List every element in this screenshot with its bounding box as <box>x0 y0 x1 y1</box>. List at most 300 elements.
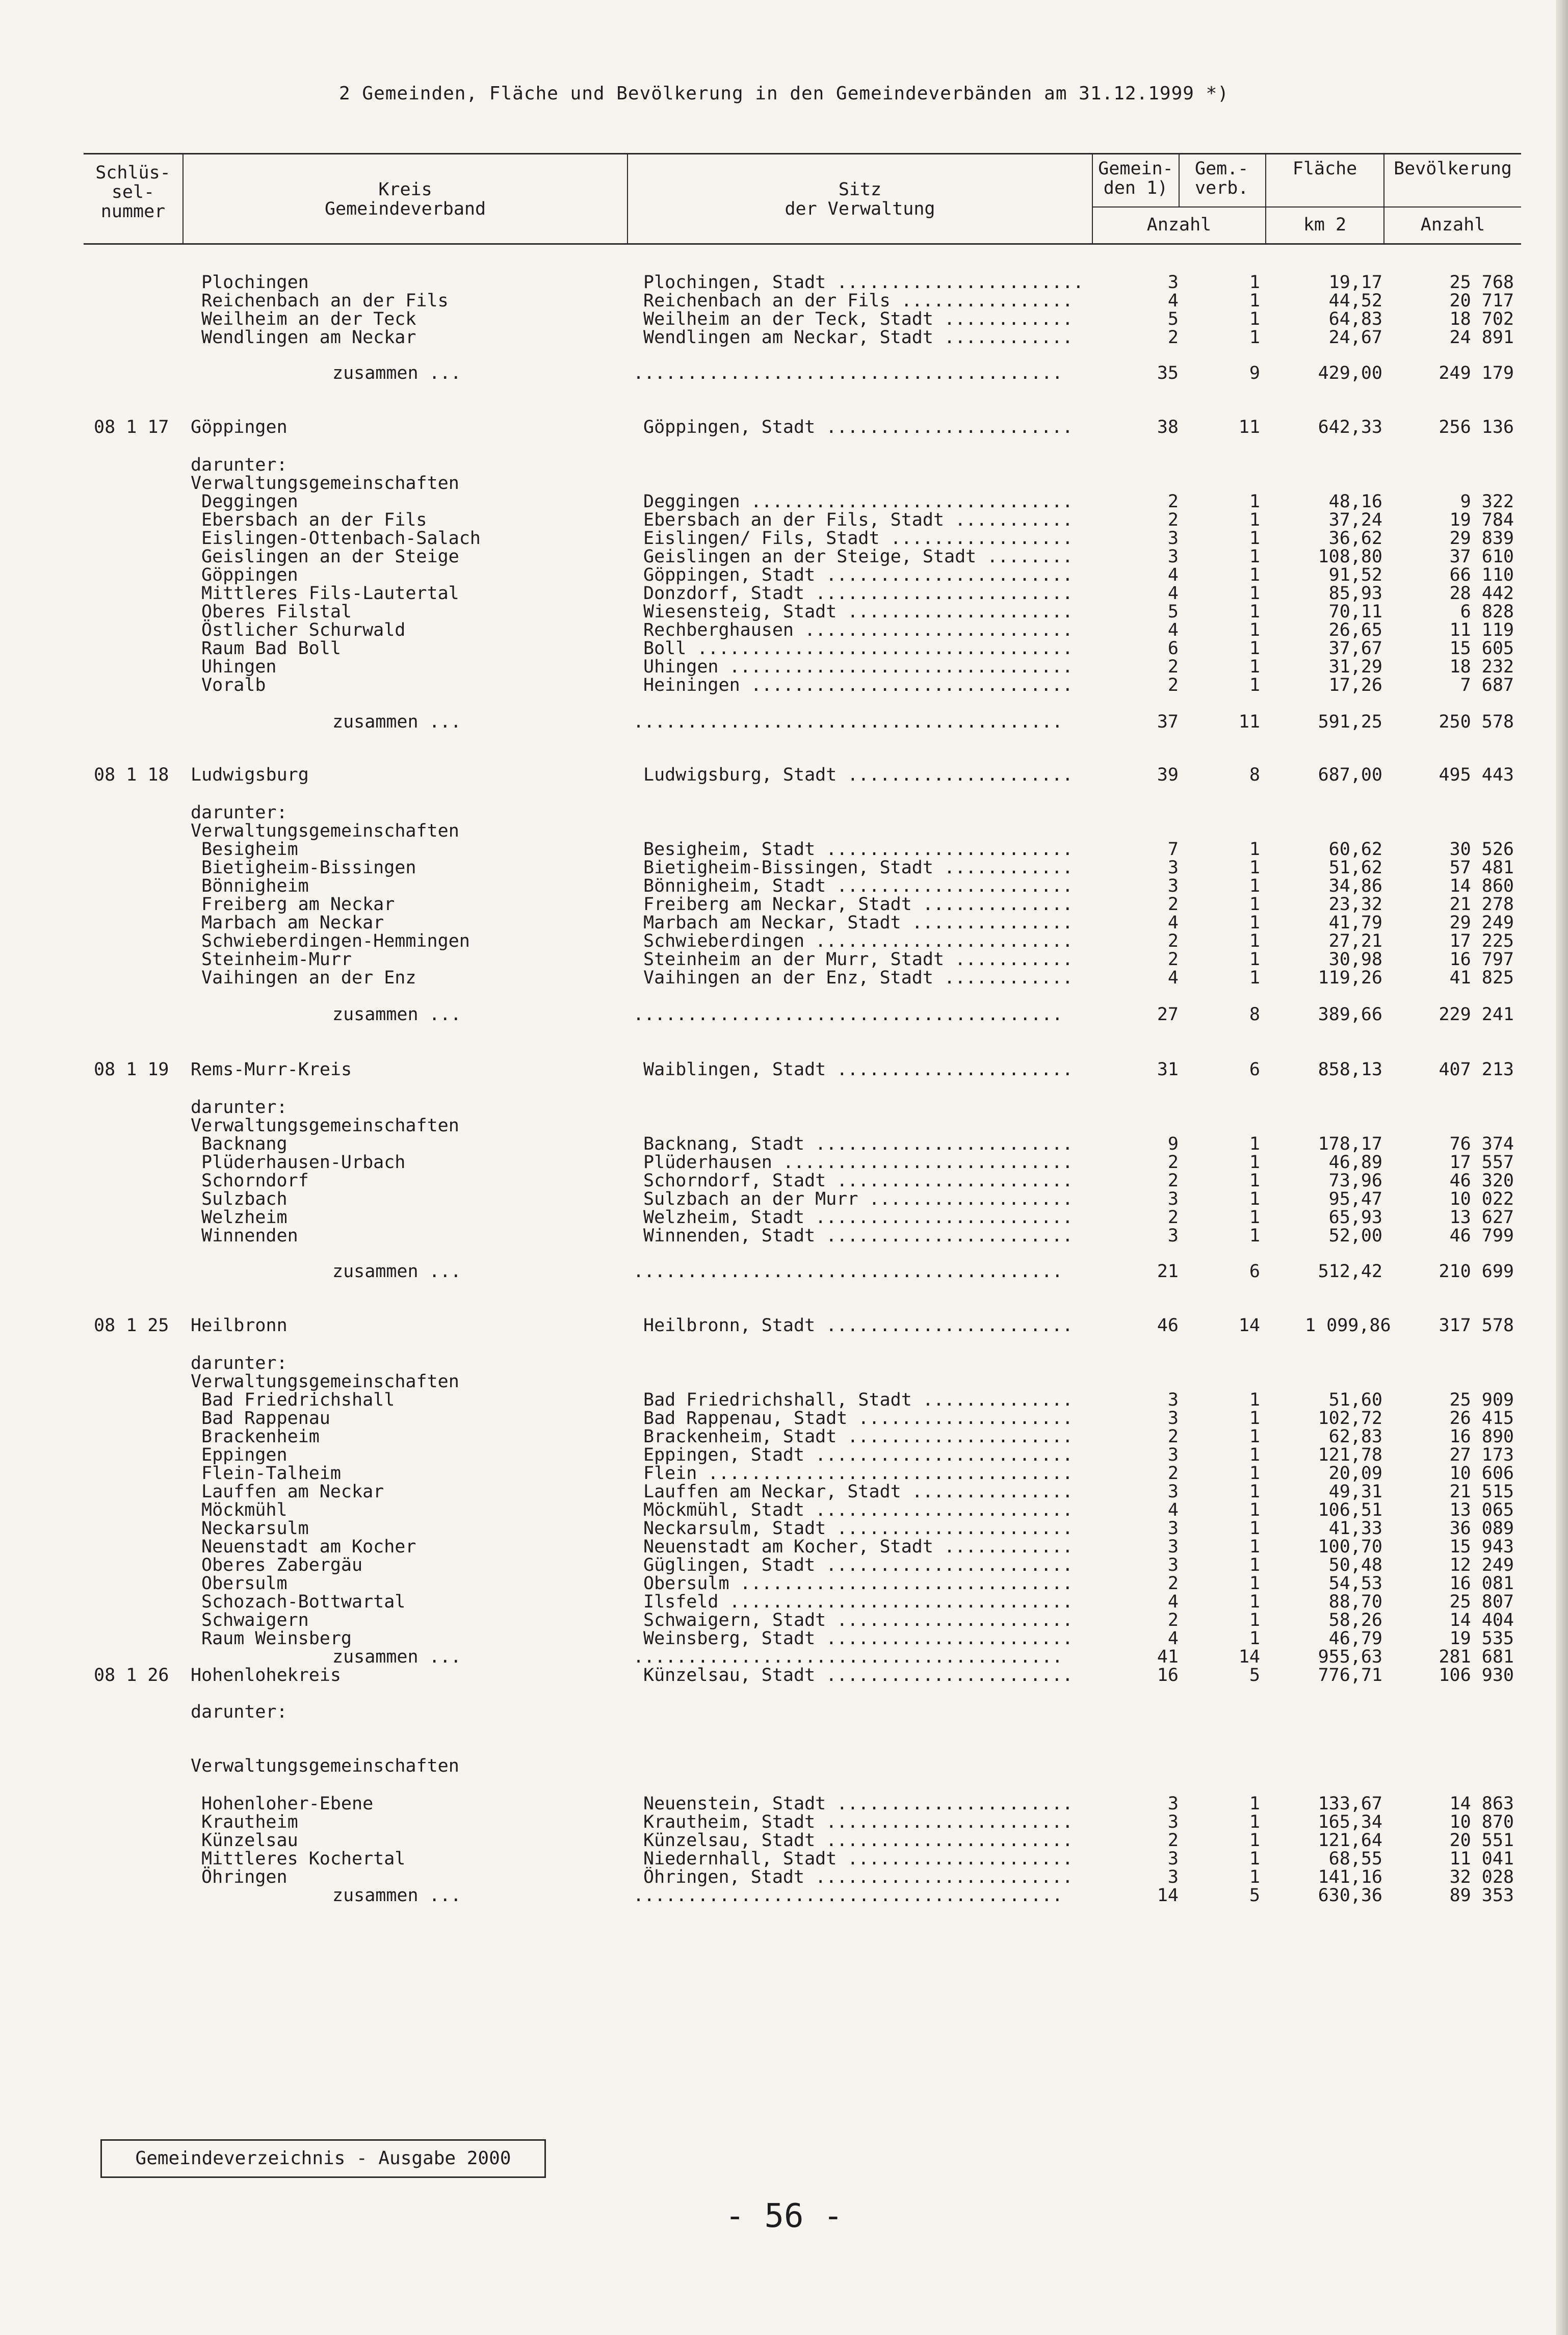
bevoelkerung-value: 66 110 <box>1449 565 1514 585</box>
gemverb-count: 1 <box>1249 1794 1260 1814</box>
gemverb-count: 1 <box>1249 1830 1260 1851</box>
flaeche-value: 41,79 <box>1328 913 1382 933</box>
gemverb-count: 1 <box>1249 327 1260 348</box>
sitz-cell: Ludwigsburg, Stadt ..................... <box>643 765 1073 785</box>
gemeinden-count: 37 <box>1157 712 1179 732</box>
verband-name: Voralb <box>201 675 266 695</box>
bevoelkerung-value: 106 930 <box>1439 1665 1514 1685</box>
table-row <box>0 876 1568 896</box>
gemverb-count: 1 <box>1249 894 1260 915</box>
gemeinden-count: 3 <box>1167 1408 1179 1429</box>
section-label-text: darunter: <box>191 802 288 823</box>
table-row <box>0 547 1568 567</box>
section-label <box>0 1097 1568 1118</box>
verband-name: Bietigheim-Bissingen <box>201 858 416 878</box>
sitz-cell: Sulzbach an der Murr ................... <box>643 1189 1073 1209</box>
total-row <box>0 1647 1568 1667</box>
gemverb-count: 1 <box>1249 1573 1260 1594</box>
gemverb-count: 1 <box>1249 1628 1260 1649</box>
header-gemeinden: Gemein- den 1) <box>1098 159 1173 198</box>
sitz-cell: Öhringen, Stadt ........................ <box>643 1867 1073 1887</box>
flaeche-value: 34,86 <box>1328 876 1382 896</box>
bevoelkerung-value: 16 890 <box>1449 1426 1514 1447</box>
sitz-cell: Steinheim an der Murr, Stadt ........... <box>643 949 1073 970</box>
verband-name: Neuenstadt am Kocher <box>201 1537 416 1557</box>
gemverb-count: 1 <box>1249 949 1260 970</box>
section-label <box>0 802 1568 823</box>
sitz-cell: Obersulm ............................... <box>643 1573 1073 1594</box>
bevoelkerung-value: 76 374 <box>1449 1134 1514 1154</box>
flaeche-value: 108,80 <box>1318 547 1382 567</box>
total-label: zusammen ... <box>332 1885 461 1906</box>
verband-name: Östlicher Schurwald <box>201 620 406 640</box>
bevoelkerung-value: 29 249 <box>1449 913 1514 933</box>
table-row <box>0 565 1568 585</box>
total-row <box>0 363 1568 383</box>
verband-name: Göppingen <box>201 565 298 585</box>
bevoelkerung-value: 281 681 <box>1439 1647 1514 1667</box>
gemeinden-count: 2 <box>1167 1573 1179 1594</box>
total-label: zusammen ... <box>332 712 461 732</box>
table-row <box>0 1867 1568 1887</box>
flaeche-value: 19,17 <box>1328 272 1382 293</box>
table-row <box>0 1152 1568 1173</box>
section-label-text: darunter: <box>191 1353 288 1373</box>
gemeinden-count: 2 <box>1167 1207 1179 1228</box>
sitz-cell: Ilsfeld ................................ <box>643 1592 1073 1612</box>
gemverb-count: 1 <box>1249 309 1260 329</box>
sitz-cell: Eppingen, Stadt ........................ <box>643 1445 1073 1465</box>
gemeinden-count: 9 <box>1167 1134 1179 1154</box>
sitz-cell: Backnang, Stadt ........................ <box>643 1134 1073 1154</box>
header-key: Schlüs- sel- nummer <box>95 163 171 222</box>
sitz-cell: Reichenbach an der Fils ................ <box>643 291 1073 311</box>
sitz-cell: Donzdorf, Stadt ........................ <box>643 583 1073 604</box>
table-row <box>0 1426 1568 1447</box>
bevoelkerung-value: 19 784 <box>1449 510 1514 530</box>
verband-name: Deggingen <box>201 491 298 512</box>
header-bevoelkerung: Bevölkerung <box>1394 159 1512 179</box>
verband-name: Raum Bad Boll <box>201 638 341 659</box>
bevoelkerung-value: 495 443 <box>1439 765 1514 785</box>
gemeinden-count: 2 <box>1167 949 1179 970</box>
gemverb-count: 1 <box>1249 528 1260 549</box>
verband-name: Eppingen <box>201 1445 288 1465</box>
gemeinden-count: 5 <box>1167 602 1179 622</box>
sitz-cell: Uhingen ................................ <box>643 657 1073 677</box>
bevoelkerung-value: 25 768 <box>1449 272 1514 293</box>
verband-name: Mittleres Fils-Lautertal <box>201 583 459 604</box>
sitz-cell: Ebersbach an der Fils, Stadt ........... <box>643 510 1073 530</box>
leader-dots: ........................................ <box>633 1004 1063 1025</box>
gemverb-count: 1 <box>1249 1408 1260 1429</box>
gemverb-count: 1 <box>1249 657 1260 677</box>
gemverb-count: 14 <box>1238 1315 1260 1336</box>
table-row <box>0 1849 1568 1869</box>
verband-name: Weilheim an der Teck <box>201 309 416 329</box>
table-row <box>0 968 1568 988</box>
bevoelkerung-value: 10 870 <box>1449 1812 1514 1832</box>
total-row <box>0 1261 1568 1282</box>
table-row <box>0 1518 1568 1539</box>
table-row <box>0 1207 1568 1228</box>
sitz-cell: Freiberg am Neckar, Stadt .............. <box>643 894 1073 915</box>
gemeinden-count: 4 <box>1167 1628 1179 1649</box>
verband-name: Besigheim <box>201 839 298 860</box>
flaeche-value: 955,63 <box>1318 1647 1382 1667</box>
gemverb-count: 1 <box>1249 272 1260 293</box>
table-row <box>0 839 1568 860</box>
verband-name: Krautheim <box>201 1812 298 1832</box>
table-row <box>0 1537 1568 1557</box>
sitz-cell: Bönnigheim, Stadt ...................... <box>643 876 1073 896</box>
verband-name: Plüderhausen-Urbach <box>201 1152 406 1173</box>
bevoelkerung-value: 37 610 <box>1449 547 1514 567</box>
bevoelkerung-value: 21 515 <box>1449 1482 1514 1502</box>
gemeinden-count: 4 <box>1167 1500 1179 1520</box>
gemeinden-count: 3 <box>1167 1812 1179 1832</box>
flaeche-value: 85,93 <box>1328 583 1382 604</box>
flaeche-value: 119,26 <box>1318 968 1382 988</box>
header-kreis: Kreis Gemeindeverband <box>324 179 486 219</box>
gemverb-count: 1 <box>1249 1134 1260 1154</box>
sitz-cell: Eislingen/ Fils, Stadt ................. <box>643 528 1073 549</box>
table-row <box>0 1445 1568 1465</box>
flaeche-value: 52,00 <box>1328 1226 1382 1246</box>
gemeinden-count: 21 <box>1157 1261 1179 1282</box>
gemverb-count: 1 <box>1249 1518 1260 1539</box>
footer-label: Gemeindeverzeichnis - Ausgabe 2000 <box>100 2139 546 2178</box>
gemverb-count: 1 <box>1249 565 1260 585</box>
sitz-cell: Welzheim, Stadt ........................ <box>643 1207 1073 1228</box>
verband-name: Schorndorf <box>201 1171 309 1191</box>
bevoelkerung-value: 7 687 <box>1460 675 1514 695</box>
gemverb-count: 1 <box>1249 1849 1260 1869</box>
gemeinden-count: 4 <box>1167 583 1179 604</box>
gemeinden-count: 3 <box>1167 876 1179 896</box>
total-row <box>0 1885 1568 1906</box>
gemeinden-count: 27 <box>1157 1004 1179 1025</box>
table-row <box>0 638 1568 659</box>
sitz-cell: Marbach am Neckar, Stadt ............... <box>643 913 1073 933</box>
gemverb-count: 1 <box>1249 675 1260 695</box>
flaeche-value: 60,62 <box>1328 839 1382 860</box>
bevoelkerung-value: 30 526 <box>1449 839 1514 860</box>
sitz-cell: Geislingen an der Steige, Stadt ........ <box>643 547 1073 567</box>
bevoelkerung-value: 15 605 <box>1449 638 1514 659</box>
verband-name: Raum Weinsberg <box>201 1628 352 1649</box>
flaeche-value: 165,34 <box>1318 1812 1382 1832</box>
gemverb-count: 5 <box>1249 1885 1260 1906</box>
kreis-name: Hohenlohekreis <box>191 1665 342 1685</box>
sitz-cell: Niedernhall, Stadt ..................... <box>643 1849 1073 1869</box>
verband-name: Bönnigheim <box>201 876 309 896</box>
gemeinden-count: 3 <box>1167 1555 1179 1575</box>
gemeinden-count: 3 <box>1167 858 1179 878</box>
flaeche-value: 591,25 <box>1318 712 1382 732</box>
gemverb-count: 1 <box>1249 1812 1260 1832</box>
verband-name: Schozach-Bottwartal <box>201 1592 406 1612</box>
flaeche-value: 429,00 <box>1318 363 1382 383</box>
sitz-cell: Möckmühl, Stadt ........................ <box>643 1500 1073 1520</box>
sitz-cell: Weilheim an der Teck, Stadt ............ <box>643 309 1073 329</box>
gemeinden-count: 4 <box>1167 565 1179 585</box>
header-gemverb: Gem.- verb. <box>1195 159 1249 198</box>
bevoelkerung-value: 15 943 <box>1449 1537 1514 1557</box>
gemverb-count: 9 <box>1249 363 1260 383</box>
flaeche-value: 48,16 <box>1328 491 1382 512</box>
section-label-text: Verwaltungsgemeinschaften <box>191 1371 459 1392</box>
gemeinden-count: 2 <box>1167 931 1179 951</box>
flaeche-value: 46,79 <box>1328 1628 1382 1649</box>
gemverb-count: 1 <box>1249 583 1260 604</box>
table-row <box>0 1482 1568 1502</box>
verband-name: Plochingen <box>201 272 309 293</box>
table-row <box>0 931 1568 951</box>
gemverb-count: 1 <box>1249 602 1260 622</box>
gemeinden-count: 2 <box>1167 657 1179 677</box>
sitz-cell: Plochingen, Stadt ....................... <box>643 272 1084 293</box>
flaeche-value: 687,00 <box>1318 765 1382 785</box>
verband-name: Lauffen am Neckar <box>201 1482 384 1502</box>
gemverb-count: 1 <box>1249 1390 1260 1410</box>
gemverb-count: 1 <box>1249 620 1260 640</box>
table-row <box>0 1500 1568 1520</box>
verband-name: Vaihingen an der Enz <box>201 968 416 988</box>
section-label-text: Verwaltungsgemeinschaften <box>191 1756 459 1776</box>
flaeche-value: 73,96 <box>1328 1171 1382 1191</box>
flaeche-value: 630,36 <box>1318 1885 1382 1906</box>
leader-dots: ........................................ <box>633 1261 1063 1282</box>
table-row <box>0 1628 1568 1649</box>
flaeche-value: 1 099,86 <box>1305 1315 1391 1336</box>
gemeinden-count: 4 <box>1167 620 1179 640</box>
kreis-row <box>0 1665 1568 1685</box>
gemverb-count: 1 <box>1249 839 1260 860</box>
sitz-cell: Lauffen am Neckar, Stadt ............... <box>643 1482 1073 1502</box>
bevoelkerung-value: 11 041 <box>1449 1849 1514 1869</box>
header-sitz: Sitz der Verwaltung <box>785 179 935 219</box>
sitz-cell: Deggingen .............................. <box>643 491 1073 512</box>
gemeinden-count: 4 <box>1167 968 1179 988</box>
flaeche-value: 642,33 <box>1318 417 1382 437</box>
verband-name: Uhingen <box>201 657 277 677</box>
gemeinden-count: 2 <box>1167 1426 1179 1447</box>
kreis-row <box>0 765 1568 785</box>
sitz-cell: Neuenstadt am Kocher, Stadt ............ <box>643 1537 1073 1557</box>
gemeinden-count: 3 <box>1167 1794 1179 1814</box>
table-row <box>0 620 1568 640</box>
bevoelkerung-value: 250 578 <box>1439 712 1514 732</box>
gemeinden-count: 4 <box>1167 291 1179 311</box>
bevoelkerung-value: 26 415 <box>1449 1408 1514 1429</box>
section-label <box>0 821 1568 841</box>
verband-name: Obersulm <box>201 1573 288 1594</box>
bevoelkerung-value: 11 119 <box>1449 620 1514 640</box>
verband-name: Mittleres Kochertal <box>201 1849 406 1869</box>
bevoelkerung-value: 24 891 <box>1449 327 1514 348</box>
flaeche-value: 49,31 <box>1328 1482 1382 1502</box>
total-label: zusammen ... <box>332 1004 461 1025</box>
sitz-cell: Weinsberg, Stadt ....................... <box>643 1628 1073 1649</box>
table-row <box>0 583 1568 604</box>
flaeche-value: 30,98 <box>1328 949 1382 970</box>
bevoelkerung-value: 17 557 <box>1449 1152 1514 1173</box>
flaeche-value: 51,60 <box>1328 1390 1382 1410</box>
gemverb-count: 1 <box>1249 1189 1260 1209</box>
header-flaeche: Fläche <box>1292 159 1357 179</box>
gemverb-count: 1 <box>1249 1867 1260 1887</box>
kreis-key: 08 1 25 <box>94 1315 169 1336</box>
section-label-text: Verwaltungsgemeinschaften <box>191 473 459 494</box>
flaeche-value: 88,70 <box>1328 1592 1382 1612</box>
flaeche-value: 54,53 <box>1328 1573 1382 1594</box>
section-label <box>0 473 1568 494</box>
sitz-cell: Waiblingen, Stadt ...................... <box>643 1059 1073 1080</box>
gemverb-count: 1 <box>1249 858 1260 878</box>
flaeche-value: 41,33 <box>1328 1518 1382 1539</box>
verband-name: Ebersbach an der Fils <box>201 510 427 530</box>
table-row <box>0 1794 1568 1814</box>
sitz-cell: Göppingen, Stadt ....................... <box>643 417 1073 437</box>
flaeche-value: 389,66 <box>1318 1004 1382 1025</box>
gemeinden-count: 4 <box>1167 1592 1179 1612</box>
verband-name: Flein-Talheim <box>201 1463 341 1484</box>
flaeche-value: 37,24 <box>1328 510 1382 530</box>
bevoelkerung-value: 407 213 <box>1439 1059 1514 1080</box>
leader-dots: ........................................ <box>633 1647 1063 1667</box>
header-unit-anzahl-bev: Anzahl <box>1420 215 1485 235</box>
sitz-cell: Neuenstein, Stadt ...................... <box>643 1794 1073 1814</box>
kreis-key: 08 1 18 <box>94 765 169 785</box>
flaeche-value: 178,17 <box>1318 1134 1382 1154</box>
gemverb-count: 6 <box>1249 1261 1260 1282</box>
sitz-cell: Krautheim, Stadt ....................... <box>643 1812 1073 1832</box>
sitz-cell: Vaihingen an der Enz, Stadt ............ <box>643 968 1073 988</box>
gemeinden-count: 3 <box>1167 547 1179 567</box>
table-row <box>0 1573 1568 1594</box>
gemeinden-count: 2 <box>1167 1463 1179 1484</box>
sitz-cell: Flein .................................. <box>643 1463 1073 1484</box>
gemeinden-count: 4 <box>1167 913 1179 933</box>
gemeinden-count: 3 <box>1167 528 1179 549</box>
verband-name: Eislingen-Ottenbach-Salach <box>201 528 481 549</box>
verband-name: Backnang <box>201 1134 288 1154</box>
sitz-cell: Künzelsau, Stadt ....................... <box>643 1830 1073 1851</box>
total-label: zusammen ... <box>332 363 461 383</box>
bevoelkerung-value: 12 249 <box>1449 1555 1514 1575</box>
gemeinden-count: 2 <box>1167 1171 1179 1191</box>
gemverb-count: 1 <box>1249 547 1260 567</box>
gemeinden-count: 3 <box>1167 1189 1179 1209</box>
sitz-cell: Bad Rappenau, Stadt .................... <box>643 1408 1073 1429</box>
table-row <box>0 675 1568 695</box>
sitz-cell: Wiesensteig, Stadt ..................... <box>643 602 1073 622</box>
bevoelkerung-value: 36 089 <box>1449 1518 1514 1539</box>
table-row <box>0 1189 1568 1209</box>
flaeche-value: 17,26 <box>1328 675 1382 695</box>
total-row <box>0 712 1568 732</box>
gemeinden-count: 16 <box>1157 1665 1179 1685</box>
sitz-cell: Schwaigern, Stadt ...................... <box>643 1610 1073 1630</box>
kreis-row <box>0 1059 1568 1080</box>
sitz-cell: Plüderhausen ........................... <box>643 1152 1073 1173</box>
flaeche-value: 26,65 <box>1328 620 1382 640</box>
sitz-cell: Bietigheim-Bissingen, Stadt ............ <box>643 858 1073 878</box>
table-row <box>0 272 1568 293</box>
gemverb-count: 11 <box>1238 417 1260 437</box>
flaeche-value: 23,32 <box>1328 894 1382 915</box>
section-label-text: Verwaltungsgemeinschaften <box>191 821 459 841</box>
gemverb-count: 1 <box>1249 510 1260 530</box>
flaeche-value: 44,52 <box>1328 291 1382 311</box>
gemverb-count: 1 <box>1249 1592 1260 1612</box>
table-row <box>0 949 1568 970</box>
verband-name: Steinheim-Murr <box>201 949 352 970</box>
header-unit-km2: km 2 <box>1303 215 1347 235</box>
table-row <box>0 1134 1568 1154</box>
section-label-text: darunter: <box>191 455 288 475</box>
sitz-cell: Wendlingen am Neckar, Stadt ............ <box>643 327 1073 348</box>
gemeinden-count: 35 <box>1157 363 1179 383</box>
table-row <box>0 309 1568 329</box>
flaeche-value: 62,83 <box>1328 1426 1382 1447</box>
gemeinden-count: 2 <box>1167 1830 1179 1851</box>
bevoelkerung-value: 19 535 <box>1449 1628 1514 1649</box>
gemverb-count: 1 <box>1249 876 1260 896</box>
bevoelkerung-value: 16 081 <box>1449 1573 1514 1594</box>
total-label: zusammen ... <box>332 1647 461 1667</box>
table-row <box>0 894 1568 915</box>
gemeinden-count: 2 <box>1167 510 1179 530</box>
bevoelkerung-value: 46 799 <box>1449 1226 1514 1246</box>
section-label <box>0 455 1568 475</box>
flaeche-value: 102,72 <box>1318 1408 1382 1429</box>
gemeinden-count: 3 <box>1167 1226 1179 1246</box>
section-label <box>0 1115 1568 1136</box>
flaeche-value: 50,48 <box>1328 1555 1382 1575</box>
kreis-row <box>0 417 1568 437</box>
bevoelkerung-value: 20 717 <box>1449 291 1514 311</box>
section-label <box>0 1756 1568 1776</box>
verband-name: Welzheim <box>201 1207 288 1228</box>
verband-name: Oberes Filstal <box>201 602 352 622</box>
gemeinden-count: 3 <box>1167 1445 1179 1465</box>
page-title: 2 Gemeinden, Fläche und Bevölkerung in den Gemeindeverbänden am 31.12.1999 *) <box>339 83 1229 104</box>
gemverb-count: 1 <box>1249 1610 1260 1630</box>
gemverb-count: 14 <box>1238 1647 1260 1667</box>
table-row <box>0 1555 1568 1575</box>
table-row <box>0 291 1568 311</box>
bevoelkerung-value: 210 699 <box>1439 1261 1514 1282</box>
gemverb-count: 8 <box>1249 1004 1260 1025</box>
gemeinden-count: 3 <box>1167 1537 1179 1557</box>
flaeche-value: 512,42 <box>1318 1261 1382 1282</box>
bevoelkerung-value: 14 404 <box>1449 1610 1514 1630</box>
bevoelkerung-value: 10 022 <box>1449 1189 1514 1209</box>
table-row <box>0 1408 1568 1429</box>
bevoelkerung-value: 21 278 <box>1449 894 1514 915</box>
table-row <box>0 1812 1568 1832</box>
total-row <box>0 1004 1568 1025</box>
table-row <box>0 858 1568 878</box>
flaeche-value: 31,29 <box>1328 657 1382 677</box>
bevoelkerung-value: 9 322 <box>1460 491 1514 512</box>
bevoelkerung-value: 20 551 <box>1449 1830 1514 1851</box>
total-label: zusammen ... <box>332 1261 461 1282</box>
gemeinden-count: 6 <box>1167 638 1179 659</box>
flaeche-value: 68,55 <box>1328 1849 1382 1869</box>
